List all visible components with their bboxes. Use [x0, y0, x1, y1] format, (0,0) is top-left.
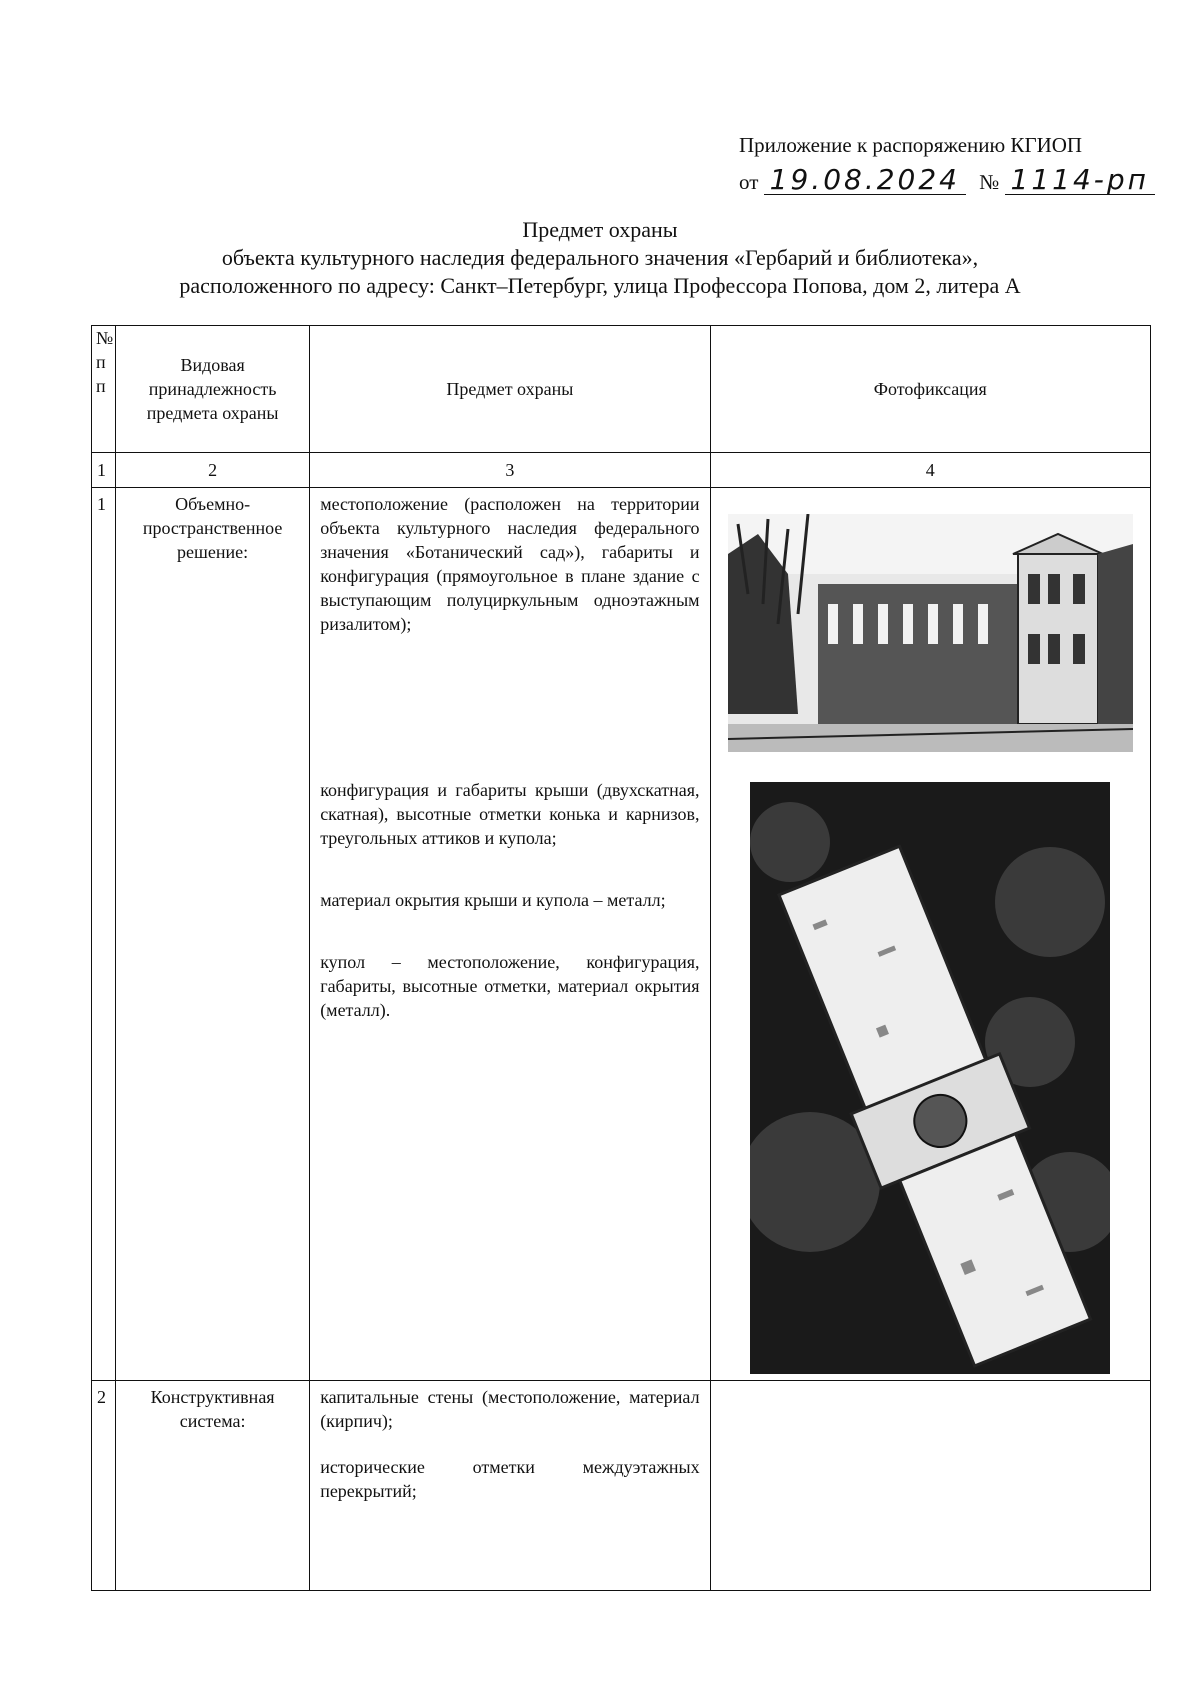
subject-item: купол – местоположение, конфигурация, габариты, высотные отметки, материал окрытия (металл). [320, 952, 700, 1020]
row-photos [710, 1381, 1150, 1591]
appendix-date-line [739, 163, 1155, 197]
order-date: 19.08.2024 [764, 166, 966, 195]
row-number: 2 [92, 1381, 116, 1591]
aerial-photo [750, 782, 1110, 1374]
subject-item: материал окрытия крыши и купола – металл; [320, 890, 666, 910]
order-number: 1114-рп [1005, 166, 1155, 195]
row-photos [710, 488, 1150, 1381]
appendix-title: Приложение к распоряжению КГИОП [739, 133, 1083, 157]
subject-item: капитальные стены (местоположение, материал (кирпич); [320, 1387, 700, 1431]
document-heading [0, 216, 1200, 300]
row-category: Объемно-пространственное решение: [116, 488, 310, 1381]
index-cell: 4 [710, 453, 1150, 488]
appendix-block [739, 130, 1155, 197]
building-photo [728, 514, 1133, 752]
table-index-row [92, 453, 1151, 488]
subject-item: конфигурация и габариты крыши (двухскатная, скатная), высотные отметки конька и карнизов, треугольных аттиков и купола; [320, 780, 700, 848]
table-header-row [92, 326, 1151, 453]
index-cell: 3 [310, 453, 710, 488]
protection-table [91, 325, 1151, 1591]
number-label: № [979, 170, 1000, 194]
header-photo: Фотофиксация [710, 326, 1150, 453]
heading-address: расположенного по адресу: Санкт–Петербург, улица Профессора Попова, дом 2, литера А [179, 273, 1021, 298]
subject-item: исторические отметки междуэтажных перекрытий; [320, 1457, 700, 1501]
subject-item: местоположение (расположен на территории объекта культурного наследия федерального значения «Ботанический сад»), габариты и конфигурация (прямоугольное в плане здание с выступающим полуциркульным одноэтажным ризалитом); [320, 494, 700, 634]
header-number: № п п [92, 326, 116, 453]
heading-title: Предмет охраны [522, 217, 678, 242]
heading-object: объекта культурного наследия федерального значения «Гербарий и библиотека», [221, 245, 979, 270]
index-cell: 2 [116, 453, 310, 488]
row-number: 1 [92, 488, 116, 1381]
row-category: Конструктивная система: [116, 1381, 310, 1591]
header-subject: Предмет охраны [310, 326, 710, 453]
index-cell: 1 [92, 453, 116, 488]
table-row [92, 1381, 1151, 1591]
header-category: Видовая принадлежность предмета охраны [116, 326, 310, 453]
table-row [92, 488, 1151, 1381]
row-subject [310, 488, 710, 1381]
row-subject [310, 1381, 710, 1591]
from-label: от [739, 170, 759, 194]
